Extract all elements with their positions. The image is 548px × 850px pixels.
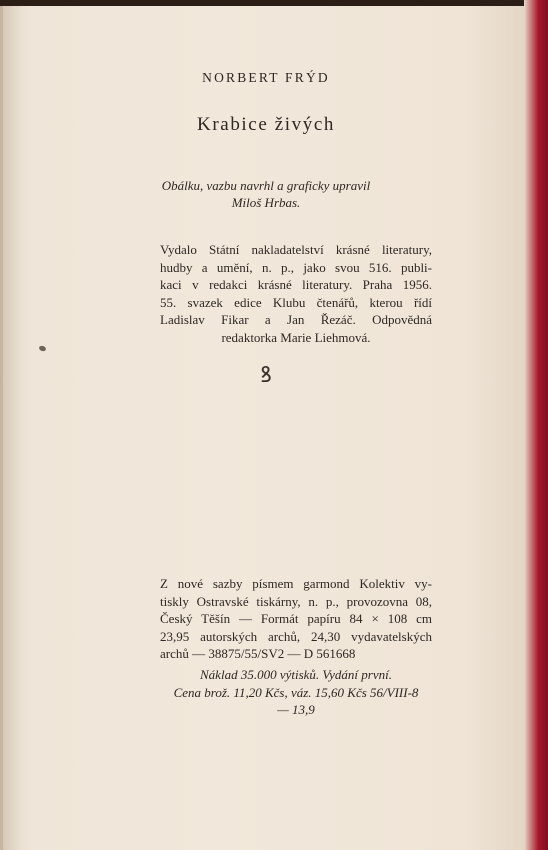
printing-line: Český Těšín — Formát papíru 84 × 108 cm <box>160 611 432 626</box>
edition-line: Náklad 35.000 výtisků. Vydání první. <box>200 667 392 682</box>
printing-line: archů — 38875/55/SV2 — D 561668 <box>160 646 356 661</box>
credits-line: Obálku, vazbu navrhl a graficky upravil <box>161 178 371 193</box>
publisher-line: Vydalo Státní nakladatelství krásné literatury, <box>160 242 432 257</box>
printing-line: Z nové sazby písmem garmond Kolektiv vy- <box>160 576 432 591</box>
publisher-line: 55. svazek edice Klubu čtenářů, kterou řídí <box>160 294 432 310</box>
design-credits <box>0 177 532 211</box>
publisher-line: kaci v redakci krásné literatury. Praha 1956. <box>160 277 432 292</box>
ornament-glyph: ꝸ <box>260 362 272 387</box>
publisher-line: redaktorka Marie Liehmová. <box>221 329 371 345</box>
paper-blemish <box>38 345 46 352</box>
printing-note <box>160 575 432 663</box>
publisher-line: Ladislav Fikar a Jan Řezáč. Odpovědná <box>160 312 432 327</box>
publisher-line: hudby a umění, n. p., jako svou 516. publi- <box>160 259 432 275</box>
printing-line: tiskly Ostravské tiskárny, n. p., provozovna 08, <box>160 593 432 609</box>
credits-line: Miloš Hrbas. <box>231 195 301 210</box>
edition-line: — 13,9 <box>277 702 315 717</box>
book-title: Krabice živých <box>197 114 335 135</box>
edition-line: Cena brož. 11,20 Kčs, váz. 15,60 Kčs 56/VIII-8 <box>173 684 419 700</box>
printing-line: 23,95 autorských archů, 24,30 vydavatelských <box>160 628 432 644</box>
publisher-note <box>160 241 432 346</box>
author-name: NORBERT FRÝD <box>202 70 330 85</box>
page-edge-top <box>0 0 548 6</box>
edition-note <box>160 666 432 719</box>
